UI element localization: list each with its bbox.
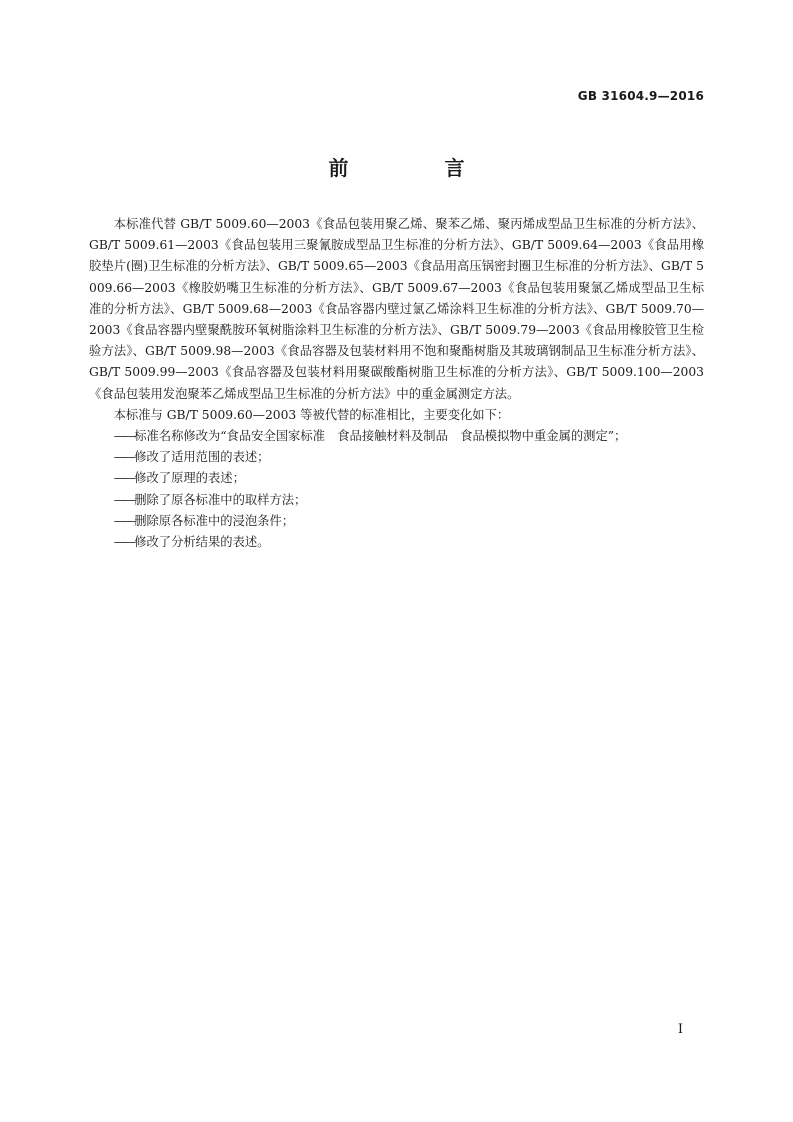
change-text: 删除原各标准中的浸泡条件； — [134, 513, 295, 528]
list-item — [89, 490, 704, 511]
page-number: I — [677, 1022, 683, 1037]
dash-marker: —— — [113, 450, 135, 465]
list-item — [89, 511, 704, 532]
list-item — [89, 426, 704, 447]
paragraph-changes-intro: 本标准与 GB/T 5009.60—2003 等被代替的标准相比，主要变化如下： — [113, 407, 510, 422]
dash-marker: —— — [113, 471, 135, 486]
paragraph-replacement: 本标准代替 GB/T 5009.60—2003《食品包装用聚乙烯、聚苯乙烯、聚丙烯成型品卫生标准的分析方法》、GB/T 5009.61—2003《食品包装用三聚氰胺成型品卫生标准的分析方法》、GB/T 5009.64—2003《食品用橡胶垫片(圈)卫生标准的分析方法》、GB/T 5009.65—2003《食品用高压锅密封圈卫生标准的分析方法》、GB/T 5009.66—2003《橡胶奶嘴卫生标准的分析方法》、GB/T 5009.67—2003《食品包装用聚氯乙烯成型品卫生标准的分析方法》、GB/T 5009.68—2003《食品容器内壁过氯乙烯涂料卫生标准的分析方法》、GB/T 5009.70—2003《食品容器内壁聚酰胺环氧树脂涂料卫生标准的分析方法》、GB/T 5009.79—2003《食品用橡胶管卫生检验方法》、GB/T 5009.98—2003《食品容器及包装材料用不饱和聚酯树脂及其玻璃钢制品卫生标准分析方法》、GB/T 5009.99—2003《食品容器及包装材料用聚碳酸酯树脂卫生标准的分析方法》、GB/T 5009.100—2003《食品包装用发泡聚苯乙烯成型品卫生标准的分析方法》中的重金属测定方法。 — [89, 217, 704, 401]
changes-list — [89, 426, 704, 553]
list-item — [89, 468, 704, 489]
dash-marker: —— — [113, 535, 135, 550]
change-text: 修改了原理的表述； — [134, 471, 245, 486]
dash-marker: —— — [113, 492, 135, 507]
page-title: 前 言 — [328, 156, 503, 180]
standard-code: GB 31604.9—2016 — [577, 89, 704, 103]
change-text: 修改了适用范围的表述； — [134, 450, 270, 465]
change-text: 修改了分析结果的表述。 — [134, 535, 270, 550]
change-text: 删除了原各标准中的取样方法； — [134, 492, 307, 507]
dash-marker: —— — [113, 429, 135, 444]
list-item — [89, 532, 704, 553]
change-text: 标准名称修改为“食品安全国家标准 食品接触材料及制品 食品模拟物中重金属的测定”； — [134, 429, 627, 444]
dash-marker: —— — [113, 513, 135, 528]
foreword-body — [89, 214, 704, 553]
list-item — [89, 447, 704, 468]
